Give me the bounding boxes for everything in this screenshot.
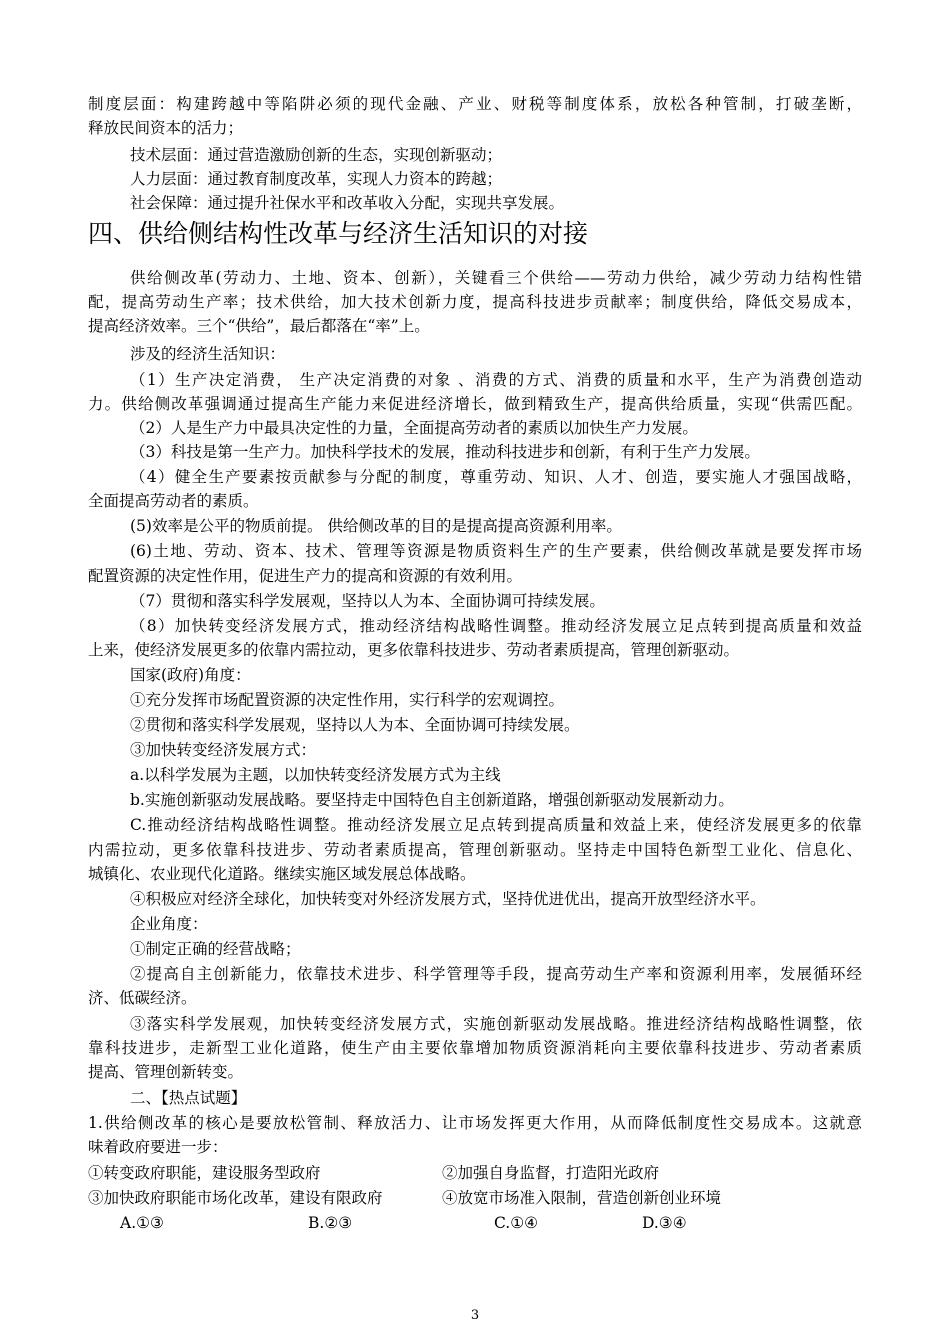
choice-d: D.③④ [642, 1214, 687, 1232]
statement-4: ④放宽市场准入限制，营造创新创业环境 [442, 1189, 722, 1207]
gov-c-line3: 城镇化、农业现代化道路。继续实施区域发展总体战略。 [88, 865, 476, 883]
knowledge-6-line1: (6)土地、劳动、资本、技术、管理等资源是物质资料生产的生产要素，供给侧改革就是要发挥市场 [130, 542, 862, 560]
knowledge-6-line2: 配置资源的决定性作用，促进生产力的提高和资源的有效利用。 [88, 567, 523, 585]
enterprise-3-line3: 提高、管理创新转变。 [88, 1063, 244, 1081]
enterprise-1: ①制定正确的经营战略； [130, 940, 301, 958]
knowledge-1-line2: 力。供给侧改革强调通过提高生产能力来促进经济增长，做到精致生产，提高供给质量，实现“供需匹配。 [88, 395, 862, 413]
enterprise-3-line1: ③落实科学发展观，加快转变经济发展方式，实施创新驱动发展战略。推进经济结构战略性调整，依 [130, 1015, 862, 1033]
knowledge-title: 涉及的经济生活知识： [130, 345, 286, 363]
knowledge-3: （3）科技是第一生产力。加快科学技术的发展，推动科技进步和创新，有利于生产力发展。 [130, 443, 760, 461]
statement-1: ①转变政府职能，建设服务型政府 [88, 1164, 321, 1182]
knowledge-2: （2）人是生产力中最具决定性的力量，全面提高劳动者的素质以加快生产力发展。 [130, 419, 698, 437]
choice-a: A.①③ [120, 1214, 164, 1232]
knowledge-8-line2: 上来，使经济发展更多的依靠内需拉动，更多依靠科技进步、劳动者素质提高，管理创新驱动。 [88, 641, 740, 659]
choice-c: C.①④ [494, 1214, 539, 1232]
knowledge-4-line2: 全面提高劳动者的素质。 [88, 492, 259, 510]
enterprise-2-line1: ②提高自主创新能力，依靠技术进步、科学管理等手段，提高劳动生产率和资源利用率，发展循环经 [130, 965, 862, 983]
knowledge-8-line1: （8）加快转变经济发展方式，推动经济结构战略性调整。推动经济发展立足点转到提高质量和效益 [130, 617, 862, 635]
enterprise-title: 企业角度： [130, 915, 208, 933]
enterprise-2-line2: 济、低碳经济。 [88, 989, 197, 1007]
question-1-line2: 味着政府要进一步： [88, 1138, 228, 1156]
knowledge-7: （7）贯彻和落实科学发展观，坚持以人为本、全面协调可持续发展。 [130, 592, 605, 610]
statement-3: ③加快政府职能市场化改革，建设有限政府 [88, 1189, 383, 1207]
intro-line2: 配，提高劳动生产率；技术供给，加大技术创新力度，提高科技进步贡献率；制度供给，降低交易成本， [88, 293, 862, 311]
gov-c-line1: C.推动经济结构战略性调整。推动经济发展立足点转到提高质量和效益上来，使经济发展更多的依靠 [130, 816, 862, 834]
gov-c-line2: 内需拉动，更多依靠科技进步、劳动者素质提高，管理创新驱动。坚持走中国特色新型工业化、信息化、 [88, 841, 862, 859]
knowledge-5: (5)效率是公平的物质前提。 供给侧改革的目的是提高提高资源利用率。 [130, 517, 622, 535]
knowledge-1-line1: （1）生产决定消费， 生产决定消费的对象 、消费的方式、消费的质量和水平，生产为消费创造动 [130, 371, 862, 389]
knowledge-4-line1: （4）健全生产要素按贡献参与分配的制度，尊重劳动、知识、人才、创造，要实施人才强国战略， [130, 468, 862, 486]
paragraph-institution-line2: 释放民间资本的活力； [88, 119, 244, 137]
paragraph-institution-line1: 制度层面：构建跨越中等陷阱必须的现代金融、产业、财税等制度体系，放松各种管制，打破垄断， [88, 95, 862, 113]
enterprise-3-line2: 靠科技进步，走新型工业化道路，使生产由主要依靠增加物质资源消耗向主要依靠科技进步、劳动者素质 [88, 1039, 862, 1057]
paragraph-social-security: 社会保障：通过提升社保水平和改革收入分配，实现共享发展。 [130, 194, 565, 212]
intro-line3: 提高经济效率。三个“供给”，最后都落在“率”上。 [88, 317, 430, 335]
paragraph-technology: 技术层面：通过营造激励创新的生态，实现创新驱动； [130, 146, 503, 164]
gov-4: ④积极应对经济全球化，加快转变对外经济发展方式，坚持优进优出，提高开放型经济水平。 [130, 890, 766, 908]
page-number: 3 [470, 1308, 480, 1323]
hot-questions-title: 二、【热点试题】 [130, 1089, 247, 1107]
section-heading: 四、供给侧结构性改革与经济生活知识的对接 [88, 219, 589, 248]
paragraph-human: 人力层面：通过教育制度改革，实现人力资本的跨越； [130, 170, 503, 188]
intro-line1: 供给侧改革(劳动力、土地、资本、创新），关键看三个供给——劳动力供给，减少劳动力结构性错 [130, 269, 862, 287]
statement-2: ②加强自身监督，打造阳光政府 [442, 1164, 660, 1182]
gov-title: 国家(政府)角度： [130, 666, 251, 684]
choice-b: B.②③ [308, 1214, 353, 1232]
question-1-line1: 1.供给侧改革的核心是要放松管制、释放活力、让市场发挥更大作用，从而降低制度性交易成本。这就意 [88, 1114, 862, 1132]
gov-1: ①充分发挥市场配置资源的决定性作用，实行科学的宏观调控。 [130, 691, 565, 709]
gov-3: ③加快转变经济发展方式： [130, 741, 317, 759]
gov-a: a.以科学发展为主题，以加快转变经济发展方式为主线 [130, 766, 501, 784]
gov-2: ②贯彻和落实科学发展观，坚持以人为本、全面协调可持续发展。 [130, 716, 580, 734]
gov-b: b.实施创新驱动发展战略。要坚持走中国特色自主创新道路，增强创新驱动发展新动力。 [130, 791, 734, 809]
